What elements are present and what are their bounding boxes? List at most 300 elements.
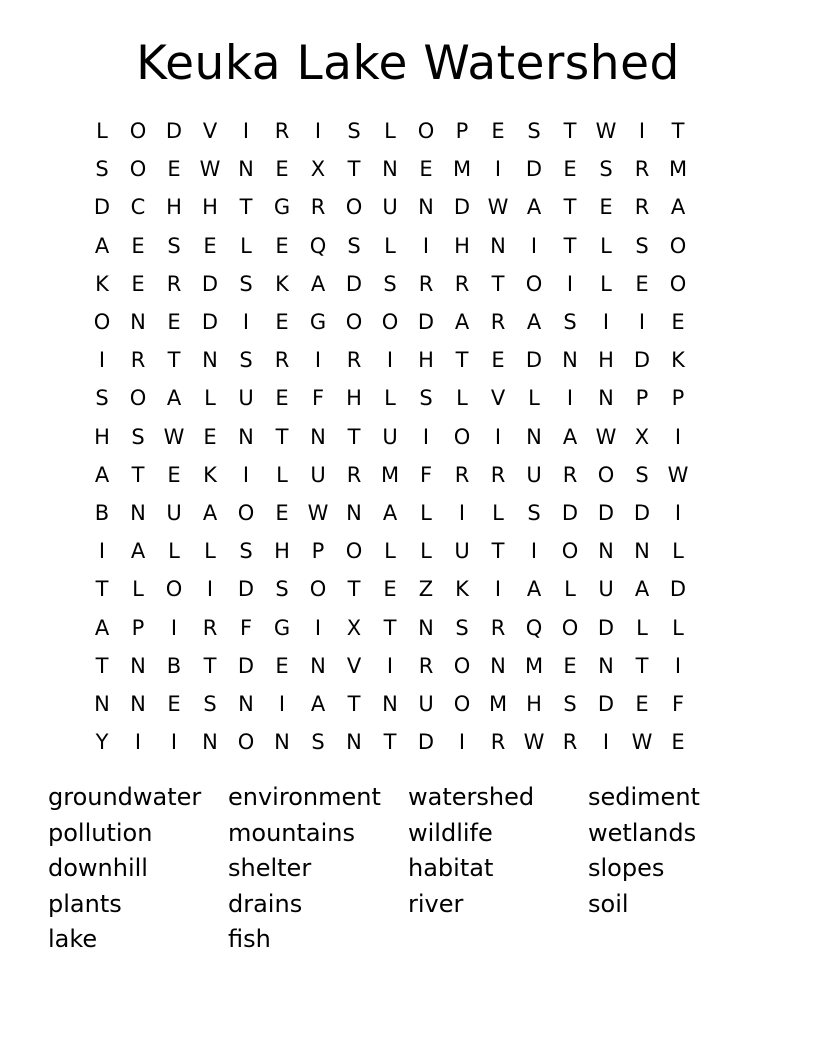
grid-letter: O [165, 577, 183, 602]
grid-letter: S [347, 119, 361, 144]
grid-letter: R [346, 462, 362, 487]
grid-letter: U [418, 691, 434, 716]
word-list-item: lake [48, 925, 98, 953]
grid-letter: H [166, 195, 182, 220]
grid-letter: B [166, 653, 182, 678]
grid-letter: R [562, 730, 578, 755]
grid-letter: A [526, 195, 542, 220]
grid-letter: T [563, 119, 577, 144]
grid-letter: N [202, 348, 218, 373]
grid-letter: N [346, 730, 362, 755]
grid-letter: P [131, 615, 145, 640]
grid-letter: T [95, 653, 109, 678]
grid-letter: D [201, 310, 219, 335]
grid-letter: O [345, 310, 363, 335]
grid-letter: E [563, 157, 577, 182]
grid-letter: S [167, 233, 181, 258]
grid-letter: A [202, 500, 218, 525]
grid-letter: Z [418, 577, 434, 602]
word-list-item: pollution [48, 818, 153, 847]
grid-row [84, 608, 732, 646]
grid-letter: I [242, 119, 250, 144]
grid-row [84, 418, 732, 456]
grid-letter: L [384, 539, 396, 564]
grid-letter: E [203, 233, 217, 258]
grid-letter: E [167, 691, 181, 716]
grid-letter: L [672, 539, 684, 564]
grid-letter: L [384, 386, 396, 411]
grid-row [84, 570, 732, 608]
grid-letter: R [310, 195, 326, 220]
grid-letter: I [422, 233, 430, 258]
grid-row [84, 647, 732, 685]
grid-letter: R [490, 615, 506, 640]
grid-letter: S [455, 615, 469, 640]
grid-letter: S [311, 730, 325, 755]
grid-letter: A [94, 233, 110, 258]
grid-letter: P [311, 539, 325, 564]
grid-letter: S [275, 577, 289, 602]
grid-letter: L [456, 386, 468, 411]
grid-letter: T [671, 119, 685, 144]
grid-letter: O [561, 539, 579, 564]
grid-letter: L [204, 539, 216, 564]
grid-letter: D [201, 271, 219, 296]
grid-letter: N [634, 539, 650, 564]
grid-letter: W [307, 500, 329, 525]
grid-letter: L [600, 233, 612, 258]
grid-letter: L [240, 233, 252, 258]
grid-letter: O [453, 691, 471, 716]
grid-letter: W [487, 195, 509, 220]
grid-letter: I [98, 539, 106, 564]
grid-letter: I [674, 653, 682, 678]
grid-letter: B [94, 500, 110, 525]
grid-letter: E [563, 653, 577, 678]
grid-letter: R [490, 462, 506, 487]
grid-letter: O [417, 119, 435, 144]
grid-letter: N [130, 500, 146, 525]
grid-letter: N [310, 424, 326, 449]
grid-letter: R [490, 730, 506, 755]
grid-letter: D [597, 615, 615, 640]
grid-letter: L [564, 577, 576, 602]
grid-letter: I [206, 577, 214, 602]
grid-row [84, 685, 732, 723]
grid-letter: C [130, 195, 146, 220]
grid-letter: R [490, 310, 506, 335]
grid-letter: U [382, 424, 398, 449]
grid-letter: D [237, 653, 255, 678]
grid-letter: O [453, 653, 471, 678]
grid-letter: I [494, 157, 502, 182]
grid-letter: N [130, 310, 146, 335]
grid-letter: T [95, 577, 109, 602]
grid-letter: N [562, 348, 578, 373]
grid-letter: I [602, 310, 610, 335]
grid-letter: I [638, 119, 646, 144]
grid-letter: L [528, 386, 540, 411]
grid-letter: W [595, 424, 617, 449]
grid-letter: N [490, 653, 506, 678]
grid-letter: L [600, 271, 612, 296]
grid-letter: A [166, 386, 182, 411]
grid-letter: E [167, 462, 181, 487]
grid-letter: E [671, 730, 685, 755]
grid-letter: T [131, 462, 145, 487]
grid-letter: E [599, 195, 613, 220]
grid-letter: L [672, 615, 684, 640]
grid-letter: L [384, 119, 396, 144]
grid-letter: E [203, 424, 217, 449]
word-list [48, 780, 768, 958]
grid-row [84, 265, 732, 303]
grid-letter: I [494, 577, 502, 602]
grid-letter: T [383, 615, 397, 640]
grid-letter: S [527, 500, 541, 525]
grid-letter: X [346, 615, 362, 640]
grid-letter: T [203, 653, 217, 678]
grid-letter: I [170, 730, 178, 755]
grid-letter: W [163, 424, 185, 449]
grid-letter: D [597, 500, 615, 525]
grid-letter: D [453, 195, 471, 220]
grid-letter: N [130, 653, 146, 678]
grid-letter: E [491, 348, 505, 373]
grid-letter: I [386, 348, 394, 373]
grid-letter: O [237, 730, 255, 755]
grid-letter: K [203, 462, 217, 487]
grid-letter: T [383, 730, 397, 755]
grid-letter: E [167, 157, 181, 182]
grid-row [84, 341, 732, 379]
grid-letter: N [418, 615, 434, 640]
grid-letter: N [202, 730, 218, 755]
grid-letter: M [488, 691, 508, 716]
grid-letter: I [242, 462, 250, 487]
grid-letter: H [94, 424, 110, 449]
grid-letter: O [129, 119, 147, 144]
grid-letter: T [347, 577, 361, 602]
word-list-item: groundwater [48, 783, 202, 811]
grid-letter: A [310, 271, 326, 296]
grid-letter: I [494, 424, 502, 449]
grid-letter: S [419, 386, 433, 411]
grid-letter: O [129, 386, 147, 411]
word-list-item: wetlands [588, 818, 697, 847]
grid-letter: I [530, 539, 538, 564]
grid-letter: D [237, 577, 255, 602]
grid-letter: I [458, 730, 466, 755]
grid-letter: R [274, 119, 290, 144]
grid-row [84, 723, 732, 761]
grid-letter: D [669, 577, 687, 602]
grid-letter: O [669, 271, 687, 296]
grid-letter: E [383, 577, 397, 602]
grid-letter: F [311, 386, 325, 411]
grid-letter: E [635, 271, 649, 296]
grid-letter: O [453, 424, 471, 449]
grid-letter: O [345, 195, 363, 220]
grid-letter: R [166, 271, 182, 296]
grid-letter: D [165, 119, 183, 144]
grid-letter: U [238, 386, 254, 411]
grid-letter: O [345, 539, 363, 564]
grid-letter: S [239, 271, 253, 296]
grid-letter: R [346, 348, 362, 373]
grid-letter: W [199, 157, 221, 182]
grid-letter: I [530, 233, 538, 258]
grid-letter: U [598, 577, 614, 602]
grid-letter: W [631, 730, 653, 755]
grid-letter: D [633, 500, 651, 525]
grid-row [84, 494, 732, 532]
grid-letter: D [345, 271, 363, 296]
grid-letter: A [634, 577, 650, 602]
grid-letter: L [636, 615, 648, 640]
grid-letter: D [525, 348, 543, 373]
grid-letter: T [455, 348, 469, 373]
grid-letter: G [273, 195, 291, 220]
grid-letter: X [310, 157, 326, 182]
grid-letter: I [134, 730, 142, 755]
grid-letter: N [598, 386, 614, 411]
word-list-item: sediment [588, 783, 700, 811]
grid-row [84, 379, 732, 417]
grid-letter: E [419, 157, 433, 182]
grid-letter: L [384, 233, 396, 258]
word-list-item: mountains [228, 818, 355, 847]
word-list-item: watershed [408, 783, 535, 811]
grid-letter: G [309, 310, 327, 335]
grid-letter: A [94, 615, 110, 640]
grid-row [84, 532, 732, 570]
grid-letter: N [238, 424, 254, 449]
grid-letter: L [276, 462, 288, 487]
grid-letter: I [314, 348, 322, 373]
grid-letter: N [130, 691, 146, 716]
grid-letter: R [418, 271, 434, 296]
grid-letter: N [490, 233, 506, 258]
grid-letter: X [634, 424, 650, 449]
word-list-item: habitat [408, 854, 494, 882]
grid-letter: I [674, 500, 682, 525]
grid-letter: A [130, 539, 146, 564]
grid-letter: S [95, 386, 109, 411]
grid-letter: D [93, 195, 111, 220]
grid-letter: S [239, 539, 253, 564]
word-search-grid [84, 112, 732, 761]
grid-letter: T [347, 157, 361, 182]
word-list-item: plants [48, 889, 122, 918]
grid-letter: I [422, 424, 430, 449]
grid-letter: O [525, 271, 543, 296]
grid-letter: G [273, 615, 291, 640]
grid-letter: O [597, 462, 615, 487]
grid-letter: D [561, 500, 579, 525]
grid-letter: N [274, 730, 290, 755]
grid-letter: E [167, 310, 181, 335]
grid-letter: A [94, 462, 110, 487]
grid-letter: T [491, 539, 505, 564]
grid-row [84, 227, 732, 265]
grid-letter: V [490, 386, 506, 411]
grid-row [84, 456, 732, 494]
grid-letter: D [597, 691, 615, 716]
grid-letter: T [563, 233, 577, 258]
grid-letter: R [454, 462, 470, 487]
grid-letter: I [278, 691, 286, 716]
word-list-item: environment [228, 783, 381, 811]
grid-letter: N [382, 691, 398, 716]
grid-letter: P [455, 119, 469, 144]
grid-letter: U [382, 195, 398, 220]
grid-letter: F [671, 691, 685, 716]
grid-letter: D [417, 730, 435, 755]
grid-letter: Q [525, 615, 543, 640]
word-list-item: fish [228, 925, 271, 953]
grid-letter: L [204, 386, 216, 411]
grid-letter: I [638, 310, 646, 335]
grid-letter: E [275, 157, 289, 182]
grid-letter: E [275, 653, 289, 678]
grid-letter: H [526, 691, 542, 716]
grid-letter: Y [95, 730, 109, 755]
word-list-item: soil [588, 889, 629, 918]
grid-letter: L [168, 539, 180, 564]
grid-letter: N [310, 653, 326, 678]
grid-letter: L [96, 119, 108, 144]
grid-letter: E [131, 271, 145, 296]
grid-letter: E [131, 233, 145, 258]
grid-letter: S [347, 233, 361, 258]
grid-letter: A [310, 691, 326, 716]
grid-letter: U [526, 462, 542, 487]
grid-letter: S [563, 310, 577, 335]
grid-row [84, 150, 732, 188]
word-list-item: river [408, 889, 464, 918]
grid-letter: I [314, 119, 322, 144]
grid-letter: T [239, 195, 253, 220]
grid-letter: R [202, 615, 218, 640]
grid-letter: T [167, 348, 181, 373]
grid-letter: I [170, 615, 178, 640]
grid-letter: T [347, 424, 361, 449]
grid-letter: I [386, 653, 394, 678]
grid-letter: H [346, 386, 362, 411]
grid-letter: S [599, 157, 613, 182]
grid-letter: H [202, 195, 218, 220]
grid-letter: K [671, 348, 685, 373]
grid-letter: D [633, 348, 651, 373]
grid-letter: N [382, 157, 398, 182]
grid-row [84, 188, 732, 226]
grid-letter: L [492, 500, 504, 525]
grid-letter: E [491, 119, 505, 144]
grid-letter: L [420, 500, 432, 525]
grid-letter: M [668, 157, 688, 182]
grid-letter: W [667, 462, 689, 487]
grid-letter: E [671, 310, 685, 335]
grid-letter: R [130, 348, 146, 373]
grid-letter: H [598, 348, 614, 373]
grid-letter: N [238, 691, 254, 716]
page-title: Keuka Lake Watershed [136, 36, 680, 91]
grid-letter: F [419, 462, 433, 487]
grid-letter: I [602, 730, 610, 755]
grid-letter: T [635, 653, 649, 678]
grid-letter: T [563, 195, 577, 220]
grid-letter: A [382, 500, 398, 525]
grid-letter: E [275, 386, 289, 411]
grid-letter: N [238, 157, 254, 182]
grid-letter: N [418, 195, 434, 220]
grid-letter: O [309, 577, 327, 602]
grid-letter: O [561, 615, 579, 640]
grid-letter: V [346, 653, 362, 678]
word-list-item: shelter [228, 854, 312, 882]
grid-letter: E [275, 233, 289, 258]
grid-letter: S [239, 348, 253, 373]
grid-letter: R [562, 462, 578, 487]
grid-letter: I [566, 386, 574, 411]
grid-letter: T [275, 424, 289, 449]
word-list-item: downhill [48, 854, 148, 882]
grid-letter: S [527, 119, 541, 144]
grid-letter: Q [309, 233, 327, 258]
grid-letter: L [420, 539, 432, 564]
grid-letter: H [418, 348, 434, 373]
grid-letter: I [566, 271, 574, 296]
grid-letter: F [239, 615, 253, 640]
grid-letter: O [237, 500, 255, 525]
grid-letter: K [275, 271, 289, 296]
grid-letter: L [132, 577, 144, 602]
grid-letter: E [275, 310, 289, 335]
grid-row [84, 303, 732, 341]
grid-letter: N [94, 691, 110, 716]
grid-letter: A [526, 577, 542, 602]
grid-letter: I [314, 615, 322, 640]
grid-letter: U [454, 539, 470, 564]
word-list-item: slopes [588, 854, 665, 882]
grid-letter: M [524, 653, 544, 678]
grid-letter: I [458, 500, 466, 525]
grid-letter: U [166, 500, 182, 525]
grid-letter: P [635, 386, 649, 411]
grid-letter: K [455, 577, 469, 602]
word-list-item: wildlife [408, 818, 493, 847]
grid-letter: W [595, 119, 617, 144]
grid-letter: A [526, 310, 542, 335]
grid-letter: R [454, 271, 470, 296]
grid-letter: N [598, 653, 614, 678]
grid-letter: D [417, 310, 435, 335]
grid-letter: W [523, 730, 545, 755]
grid-row [84, 112, 732, 150]
grid-letter: O [669, 233, 687, 258]
grid-letter: N [598, 539, 614, 564]
grid-letter: N [346, 500, 362, 525]
word-list-item: drains [228, 889, 303, 918]
grid-letter: S [203, 691, 217, 716]
grid-letter: E [635, 691, 649, 716]
grid-letter: A [454, 310, 470, 335]
grid-letter: M [380, 462, 400, 487]
grid-letter: R [634, 195, 650, 220]
grid-letter: T [491, 271, 505, 296]
grid-letter: H [274, 539, 290, 564]
